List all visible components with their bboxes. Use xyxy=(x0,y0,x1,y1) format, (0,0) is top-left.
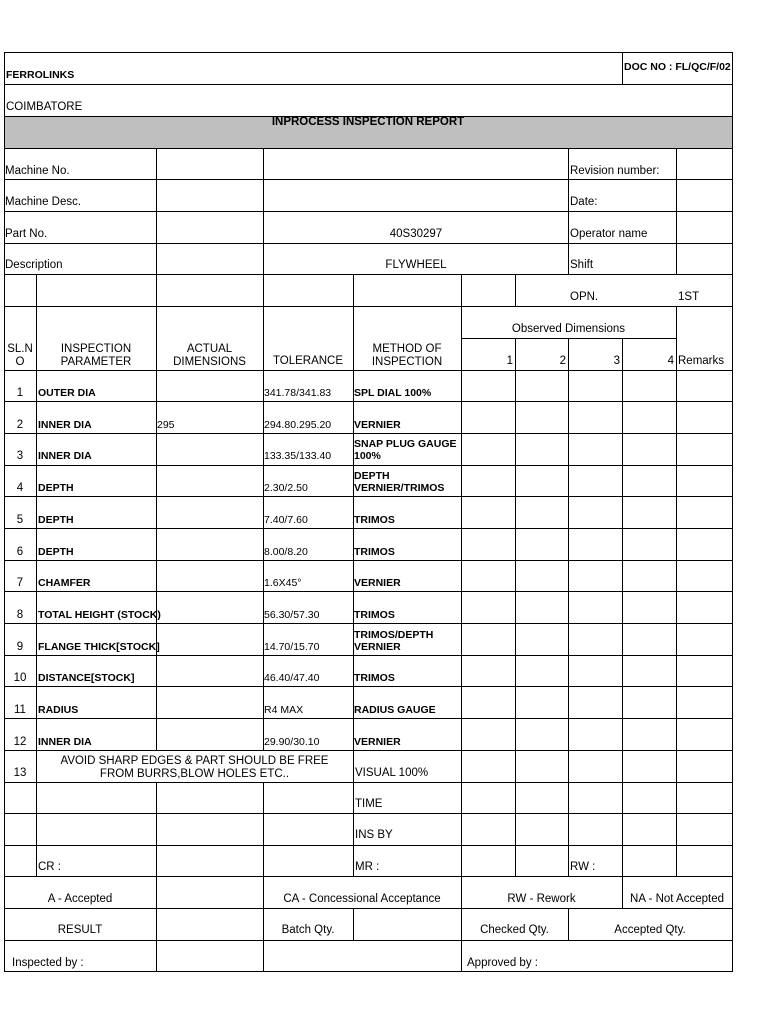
row-method: VERNIER xyxy=(354,736,401,748)
rule xyxy=(263,782,264,845)
row-tolerance: 7.40/7.60 xyxy=(264,514,308,526)
row13-sl: 13 xyxy=(13,767,27,779)
rule xyxy=(676,148,677,274)
col-obs-1: 1 xyxy=(506,355,513,367)
row-parameter: RADIUS xyxy=(38,704,79,716)
rule xyxy=(4,782,733,783)
row-sl: 1 xyxy=(16,387,24,399)
rule xyxy=(622,845,623,876)
rule xyxy=(4,306,733,307)
rule xyxy=(353,782,354,845)
row-sl: 6 xyxy=(16,546,24,558)
rule xyxy=(4,940,733,941)
rule xyxy=(156,148,157,306)
rule xyxy=(461,370,462,750)
rule xyxy=(36,845,37,876)
row-parameter: DEPTH xyxy=(38,482,74,494)
row-parameter: DEPTH xyxy=(38,514,74,526)
part-no-label: Part No. xyxy=(5,228,48,240)
col-observed: Observed Dimensions xyxy=(511,323,626,335)
row-parameter: DISTANCE[STOCK] xyxy=(38,672,135,684)
row-method: TRIMOS xyxy=(354,672,395,684)
company-name: FERROLINKS xyxy=(6,69,75,81)
rule xyxy=(515,370,516,750)
opn-label: OPN. xyxy=(570,291,599,303)
rule xyxy=(4,401,733,402)
doc-number: DOC NO : FL/QC/F/02 xyxy=(624,61,731,73)
row-tolerance: 14.70/15.70 xyxy=(264,641,320,653)
row-parameter: DEPTH xyxy=(38,546,74,558)
legend-not-accepted: NA - Not Accepted xyxy=(630,893,724,905)
row-sl: 3 xyxy=(16,450,24,462)
rule xyxy=(461,274,462,306)
row-method: VERNIER xyxy=(354,419,401,431)
rule xyxy=(568,782,569,845)
row-method: RADIUS GAUGE xyxy=(354,704,436,716)
row-sl: 10 xyxy=(13,672,27,684)
rule xyxy=(4,876,733,877)
legend-rework: RW - Rework xyxy=(507,893,576,905)
time-label: TIME xyxy=(355,798,383,810)
rule xyxy=(4,591,733,592)
rule xyxy=(156,782,157,845)
rule xyxy=(515,274,516,306)
rule xyxy=(263,148,264,306)
part-no-value: 40S30297 xyxy=(389,228,443,240)
rule xyxy=(4,433,733,434)
rule xyxy=(36,782,37,845)
rule xyxy=(4,686,733,687)
rule xyxy=(4,84,733,85)
rule xyxy=(622,370,623,750)
rule xyxy=(4,496,733,497)
rule xyxy=(4,655,733,656)
rule xyxy=(515,845,516,876)
rule xyxy=(353,845,354,876)
row-tolerance: 8.00/8.20 xyxy=(264,546,308,558)
rule xyxy=(156,940,157,971)
row-tolerance: 56.30/57.30 xyxy=(264,609,320,621)
col-parameter: INSPECTION PARAMETER xyxy=(60,343,132,368)
row-method: TRIMOS xyxy=(354,609,395,621)
city-name: COIMBATORE xyxy=(6,101,83,113)
rule xyxy=(568,148,569,274)
row-sl: 2 xyxy=(16,419,24,431)
col-actual: ACTUAL DIMENSIONS xyxy=(173,343,246,368)
rule xyxy=(4,718,733,719)
col-method: METHOD OF INSPECTION xyxy=(371,343,443,368)
row-tolerance: 46.40/47.40 xyxy=(264,672,320,684)
row-method: TRIMOS/DEPTH VERNIER xyxy=(354,629,434,653)
row-method: DEPTH VERNIER/TRIMOS xyxy=(354,470,445,494)
legend-accepted: A - Accepted xyxy=(47,893,113,905)
row-parameter: FLANGE THICK[STOCK] xyxy=(38,641,160,653)
col-obs-2: 2 xyxy=(559,355,566,367)
approved-by-label: Approved by : xyxy=(467,957,538,969)
row13-text: AVOID SHARP EDGES & PART SHOULD BE FREE FROM BURRS,BLOW HOLES ETC.. xyxy=(60,755,329,780)
rule xyxy=(676,306,677,370)
row13-method: VISUAL 100% xyxy=(355,767,429,779)
row-parameter: OUTER DIA xyxy=(38,387,96,399)
row-tolerance: 1.6X45° xyxy=(264,577,302,589)
rule xyxy=(4,465,733,466)
rule xyxy=(36,274,37,306)
row-method: SPL DIAL 100% xyxy=(354,387,432,399)
rule xyxy=(4,52,733,53)
row-parameter: INNER DIA xyxy=(38,450,92,462)
rule xyxy=(156,845,157,876)
rule xyxy=(622,782,623,845)
col-remarks: Remarks xyxy=(678,355,725,367)
rule xyxy=(4,750,733,751)
rule xyxy=(461,940,462,971)
rule xyxy=(263,845,264,876)
rule xyxy=(156,908,157,940)
row-method: VERNIER xyxy=(354,577,401,589)
rule xyxy=(4,370,733,371)
rule xyxy=(4,243,733,244)
rule xyxy=(353,274,354,306)
rw-label: RW : xyxy=(570,861,596,873)
opn-value: 1ST xyxy=(678,291,700,303)
row-tolerance: 341.78/341.83 xyxy=(264,387,332,399)
batch-qty-label: Batch Qty. xyxy=(281,924,335,936)
rule xyxy=(461,750,462,782)
operator-label: Operator name xyxy=(570,228,648,240)
rule xyxy=(4,908,733,909)
revision-label: Revision number: xyxy=(570,165,660,177)
rule xyxy=(4,560,733,561)
rule xyxy=(353,750,354,782)
rule xyxy=(568,750,569,782)
rule xyxy=(515,782,516,845)
row-parameter: CHAMFER xyxy=(38,577,91,589)
inspected-by-label: Inspected by : xyxy=(12,957,84,969)
rule xyxy=(4,211,733,212)
row-tolerance: 133.35/133.40 xyxy=(264,450,332,462)
row-sl: 9 xyxy=(16,641,24,653)
rule xyxy=(4,971,733,972)
col-obs-4: 4 xyxy=(667,355,674,367)
rule xyxy=(4,623,733,624)
rule xyxy=(4,179,733,180)
rule xyxy=(4,274,733,275)
rule xyxy=(461,782,462,845)
row-parameter: INNER DIA xyxy=(38,419,92,431)
rule xyxy=(4,813,733,814)
rule xyxy=(676,845,677,876)
result-label: RESULT xyxy=(57,924,103,936)
rule xyxy=(676,370,677,750)
row-tolerance: 294.80.295.20 xyxy=(264,419,332,431)
row-tolerance: R4 MAX xyxy=(264,704,304,716)
row-actual: 295 xyxy=(157,419,175,431)
row-sl: 7 xyxy=(16,577,24,589)
rule xyxy=(4,52,5,972)
mr-label: MR : xyxy=(355,861,380,873)
rule xyxy=(676,782,677,845)
rule xyxy=(156,876,157,908)
rule xyxy=(4,845,733,846)
ins-by-label: INS BY xyxy=(355,829,393,841)
row-sl: 8 xyxy=(16,609,24,621)
rule xyxy=(461,845,462,876)
col-slno: SL.N O xyxy=(7,343,33,368)
rule xyxy=(568,845,569,876)
row-method: TRIMOS xyxy=(354,546,395,558)
description-label: Description xyxy=(5,259,63,271)
date-label: Date: xyxy=(570,196,598,208)
rule xyxy=(461,338,677,339)
row-sl: 5 xyxy=(16,514,24,526)
rule xyxy=(622,52,623,85)
col-obs-3: 3 xyxy=(613,355,620,367)
col-tolerance: TOLERANCE xyxy=(272,355,344,367)
rule xyxy=(263,940,264,971)
shift-label: Shift xyxy=(570,259,594,271)
row-tolerance: 2.30/2.50 xyxy=(264,482,308,494)
rule xyxy=(732,52,733,972)
row-parameter: TOTAL HEIGHT (STOCK) xyxy=(38,609,161,621)
row-parameter: INNER DIA xyxy=(38,736,92,748)
row-method: TRIMOS xyxy=(354,514,395,526)
rule xyxy=(36,370,37,750)
checked-qty-label: Checked Qty. xyxy=(480,924,549,936)
rule xyxy=(515,750,516,782)
description-value: FLYWHEEL xyxy=(385,259,447,271)
machine-desc-label: Machine Desc. xyxy=(5,196,82,208)
legend-concessional: CA - Concessional Acceptance xyxy=(283,893,441,905)
machine-no-label: Machine No. xyxy=(5,165,70,177)
row-tolerance: 29.90/30.10 xyxy=(264,736,320,748)
row-sl: 12 xyxy=(13,736,27,748)
cr-label: CR : xyxy=(38,861,61,873)
row-method: SNAP PLUG GAUGE 100% xyxy=(354,438,457,462)
report-title: INPROCESS INSPECTION REPORT xyxy=(271,116,465,128)
rule xyxy=(622,750,623,782)
rule xyxy=(353,908,354,940)
row-sl: 11 xyxy=(14,704,26,716)
rule xyxy=(4,528,733,529)
accepted-qty-label: Accepted Qty. xyxy=(614,924,686,936)
rule xyxy=(4,148,733,149)
rule xyxy=(568,370,569,750)
rule xyxy=(676,750,677,782)
row-sl: 4 xyxy=(16,482,24,494)
